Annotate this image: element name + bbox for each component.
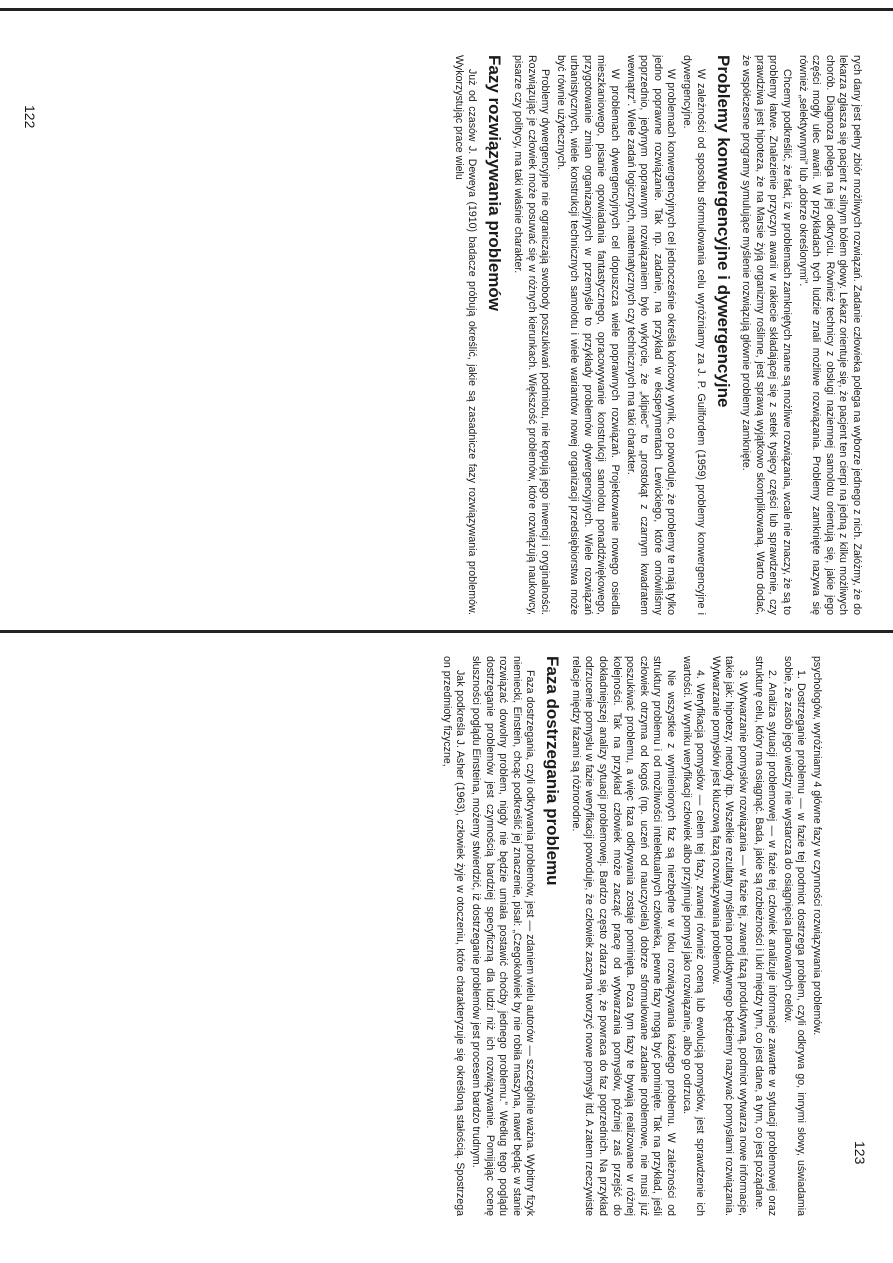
paragraph: psychologów, wyróżniamy 4 główne fazy w czynności rozwiązywania problemów. <box>811 656 823 1036</box>
paragraph: W problemach konwergencyjnych cel jednocześnie określa końcowy wynik, co powoduje, że problemy te mają tylko jedno poprawne rozwiązanie. Tak np. zadanie, na przykład w eksperymentach Lewickiego, które omówiliśmy poprzednio, jedynym poprawnym rozwiązaniem było wykrycie, że „klipiec” to „prostokąt z czarnym kwadratem wewnątrz”. Wiele zadań logicznych, matematycznych czy technicznych ma taki charakter. <box>624 55 678 615</box>
paragraph: 4. Weryfikacja pomysłów — celem tej fazy, zwanej również oceną lub ewolucją pomysłów, jest sprawdzenie ich wartości. W wyniku weryfikacji człowiek albo przyjmuje pomysł jako rozwiązanie, albo go odrzuca. <box>680 656 707 1216</box>
page-number: 122 <box>22 105 38 129</box>
scan-fold-edge <box>0 630 893 633</box>
paragraph: Faza dostrzegania, czyli odkrywania problemów, jest — zdaniem wielu autorów — szczególnie ważna. Wybitny fizyk niemiecki, Einstein, chcąc podkreślić jej znaczenie, pisał: „Czegokolwiek by nie robiła maszyna, nawet będąc w stanie rozwiązać dowolny problem, nigdy nie będzie umiała postawić choćby jednego problemu.” Według tego poglądu dostrzeganie problemów jest czynnością bardziej specyficzną dla ludzi niż ich rozwiązywanie. Pomijając ocenę słuszności poglądu Einsteina, możemy stwierdzić, iż dostrzeganie problemów jest procesem bardzo trudnym. <box>469 656 537 1216</box>
paragraph: 3. Wytwarzanie pomysłów rozwiązania — w fazie tej, zwanej fazą produktywną, podmiot wytwarza nowe informacje, takie jak: hipotezy, metody itp. Wszelkie rezultaty myślenia produktywnego będziemy nazywać pomysłami rozwiązania. Wytwarzanie pomysłów jest kluczową fazą rozwiązywania problemów. <box>709 656 750 1216</box>
page-122-text-block <box>449 55 863 615</box>
paragraph: Już od czasów J. Deweya (1910) badacze próbują określić, jakie są zasadnicze fazy rozwiązywania problemów. Wykorzystując prace wielu <box>452 55 479 615</box>
section-heading: Faza dostrzegania problemu <box>543 656 563 886</box>
page-123-text-block <box>437 656 823 1216</box>
paragraph: Jak podkreśla J. Asher (1963), człowiek żyje w otoczeniu, które charakteryzuje się określoną stałością. Spostrzega on przedmioty fizyczne, <box>440 656 467 1216</box>
page-122 <box>0 10 893 630</box>
paragraph: Problemy dywergencyjne nie ograniczają swobody poszukiwań podmiotu, nie krępują jego inwencji i oryginalności. Rozwiązując je człowiek może posuwać się w różnych kierunkach. Większość problemów, które rozwiązują naukowcy, pisarze czy politycy, ma taki właśnie charakter. <box>511 55 552 615</box>
section-heading: Problemy konwergencyjne i dywergencyjne <box>713 55 733 408</box>
page-123-content <box>0 636 893 1256</box>
paragraph: 2. Analiza sytuacji problemowej — w fazie tej człowiek analizuje informacje zawarte w sytuacji problemowej oraz strukturę celu, który ma osiągnąć. Bada, jakie są rozbieżności i luki między tym, co jest dane, a tym, co jest pożądane. <box>752 656 779 1216</box>
paragraph: Chcemy podkreślić, że fakt, iż w problemach zamkniętych znane są możliwe rozwiązania, wcale nie znaczy, że są to problemy łatwe. Znalezienie przyczyn awarii w rakiecie składającej się z setek tysięcy części lub sprawdzenie, czy prawdziwa jest hipoteza, że na Marsie żyją organizmy roślinne, jest sprawą wyjątkowo skomplikowaną. Warto dodać, że współczesne programy symulujące myślenie rozwiązują głównie problemy zamknięte. <box>740 55 794 615</box>
paragraph: W zależności od sposobu sformułowania celu wyróżniamy za J. P. Guilfordem (1959) problemy konwergencyjne i dywergencyjne. <box>681 55 707 615</box>
paragraph: Nie wszystkie z wymienionych faz są niezbędne w toku rozwiązywania każdego problemu. W zależności od struktury problemu i od możliwości intelektualnych człowieka, pewne fazy mogą być pominięte. Tak na przykład, jeśli człowiek otrzyma od kogoś (np. uczeń od nauczyciela) dobrze sformułowane zadanie problemowe, nie musi już poszukiwać problemu, a więc faza odkrywania zostaje pominięta. Poza tym fazy te bywają realizowane w różnej kolejności. Tak na przykład człowiek może zacząć pracę od wytwarzania pomysłów, później zaś przejść do dokładniejszej analizy sytuacji problemowej. Bardzo często zdarza się, że powraca do faz poprzednich. Na przykład odrzucenie pomysłu w fazie weryfikacji powoduje, że człowiek zaczyna tworzyć nowe pomysły itd. A zatem rzeczywiste relacje między fazami są różnorodne. <box>569 656 678 1216</box>
paragraph: 1. Dostrzeganie problemu — w fazie tej podmiot dostrzega problem, czyli odkrywa go, innymi słowy, uświadamia sobie, że zasób jego wiedzy nie wystarcza do osiągnięcia planowanych celów. <box>781 656 808 1216</box>
section-heading: Fazy rozwiązywania problemów <box>485 55 505 312</box>
paragraph: rych dany jest pełny zbiór możliwych rozwiązań. Zadanie człowieka polega na wyborze jednego z nich. Załóżmy, że do lekarza zgłasza się pacjent z silnym bólem głowy. Lekarz orientuje się, że pacjent ten cierpi na jedną z kilku możliwych chorób. Diagnoza polega na jej odkryciu. Również technicy z obsługi naziemnej samolotu orientują się, jakie jego części mogły ulec awarii. W przykładach tych ludzie znali możliwe rozwiązania. Problemy zamknięte nazywa się również „selektywnymi” lub „dobrze określonymi”. <box>796 55 863 615</box>
page-122-content <box>0 10 893 630</box>
page-123 <box>0 636 893 1256</box>
paragraph: W problemach dywergencyjnych cel dopuszcza wiele poprawnych rozwiązań. Projektowanie nowego osiedla mieszkaniowego, pisanie opowiadania fantastycznego, opracowywanie konstrukcji samolotu ponaddźwiękowego, przygotowanie zmian organizacyjnych w przemyśle to przykłady problemów dywergencyjnych. Wiele rozwiązań urbanistycznych, wiele konstrukcji technicznych samolotu i wiele wariantów nowej organizacji przedsiębiorstwa może być równie użytecznych. <box>554 55 622 615</box>
page-number: 123 <box>852 1141 868 1165</box>
